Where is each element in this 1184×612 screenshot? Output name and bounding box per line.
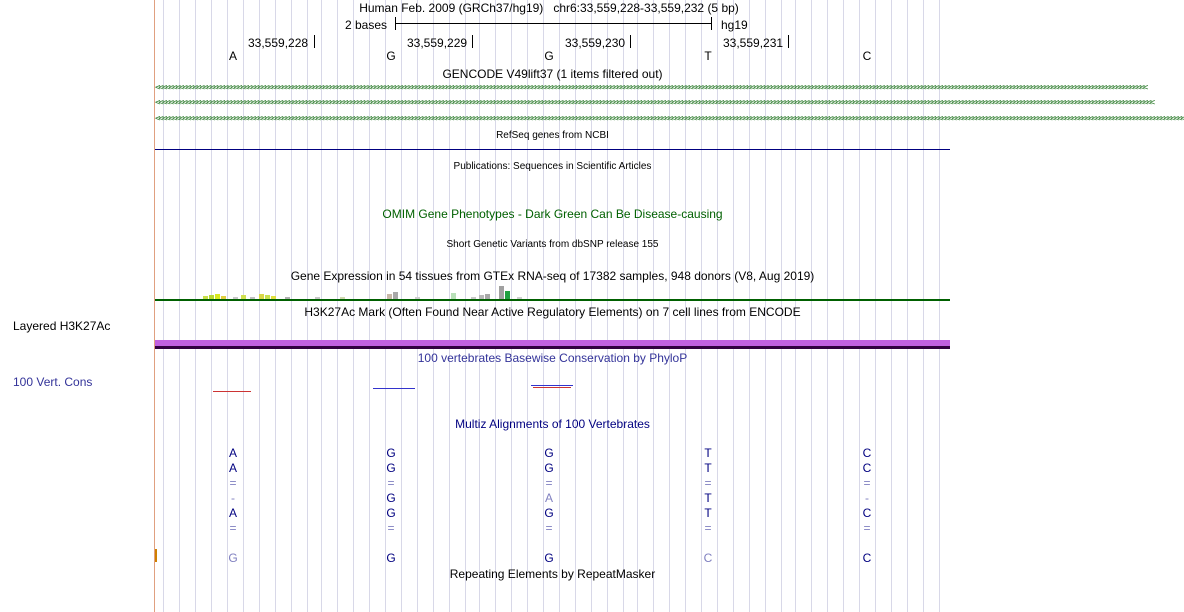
ruler-assembly-position: [349, 1, 749, 15]
track-title-phylop[interactable]: 100 vertebrates Basewise Conservation by PhyloP: [417, 351, 688, 365]
alignment-base-human: C: [862, 446, 872, 460]
alignment-base-mouse: =: [704, 476, 712, 490]
alignment-base-dog: G: [386, 491, 396, 505]
alignment-base-chicken: =: [545, 521, 553, 535]
phylop-value-mark: [531, 385, 573, 386]
phylop-value-mark: [373, 388, 415, 389]
track-title-dbsnp[interactable]: Short Genetic Variants from dbSNP release 155: [446, 239, 659, 250]
alignment-base-chicken: =: [704, 521, 712, 535]
phylop-value-mark: [533, 387, 571, 388]
alignment-base-human: T: [704, 446, 712, 460]
gtex-bar: [499, 286, 504, 299]
label-100-vert-cons[interactable]: 100 Vert. Cons: [13, 375, 93, 389]
gtex-baseline: [155, 299, 950, 301]
ruler-tick: [630, 35, 631, 48]
alignment-base-zebrafish: G: [228, 551, 238, 565]
alignment-base-rhesus: G: [386, 461, 396, 475]
alignment-base-rhesus: C: [862, 461, 872, 475]
data-tracks-pane[interactable]: [155, 0, 1184, 612]
alignment-base-zebrafish: C: [862, 551, 872, 565]
track-title-repeatmasker[interactable]: Repeating Elements by RepeatMasker: [449, 567, 656, 581]
gene-model-linc00336-1[interactable]: <<<<<<<<<<<<<<<<<<<<<<<<<<<<<<<<<<<<<<<<<<<<<<<<<<<<<<<<<<<<<<<<<<<<<<<<<<<<<<<<<<<<<<<<<<<<<<<<<<<<<<<<<<<<<<<<<<<<<<<<<<<<<<<<<<<<<<<<<<<<<<<<<<<<<<<<<<<<<<<<<<<<<<<<<<<<<<<<<<<<<<<<<<<<<<<<<<<<<<<<<<<<<<<<<<<<<<<<<<<<<<<<<<<<<<<<<<<<<<<<<<<<<<<<<<<<<<<<<<<<<<<<<<<<<<<<<<<<<<<<<<<<<<<<<<: [155, 83, 1147, 93]
alignment-base-dog: T: [704, 491, 712, 505]
scale-db-label: hg19: [721, 18, 748, 32]
alignment-base-zebrafish: C: [703, 551, 713, 565]
alignment-base-mouse: =: [387, 476, 395, 490]
track-title-multiz[interactable]: Multiz Alignments of 100 Vertebrates: [455, 417, 650, 431]
gtex-bar: [505, 291, 510, 299]
alignment-base-dog: -: [231, 491, 235, 505]
alignment-base-mouse: =: [545, 476, 553, 490]
alignment-base-zebrafish: G: [386, 551, 396, 565]
alignment-base-human: G: [544, 446, 554, 460]
ref-base-4: T: [704, 49, 712, 63]
ruler-tick: [788, 35, 789, 48]
ruler-tick: [314, 35, 315, 48]
track-title-omim[interactable]: OMIM Gene Phenotypes - Dark Green Can Be Disease-causing: [382, 207, 723, 221]
alignment-base-dog: -: [865, 491, 869, 505]
alignment-base-elephant: G: [544, 506, 554, 520]
ruler-coord-1: 33,559,228: [248, 36, 309, 50]
zebrafish-gap-marker: [155, 549, 157, 562]
alignment-base-elephant: A: [228, 506, 237, 520]
alignment-base-mouse: =: [863, 476, 871, 490]
alignment-base-rhesus: G: [544, 461, 554, 475]
ruler-coord-4: 33,559,231: [723, 36, 784, 50]
alignment-base-rhesus: A: [228, 461, 237, 475]
phylop-value-mark: [213, 391, 251, 392]
alignment-base-zebrafish: G: [544, 551, 554, 565]
scale-bar-line: [395, 23, 711, 24]
alignment-base-human: A: [228, 446, 237, 460]
position-label: chr6:33,559,228-33,559,232 (5 bp): [553, 1, 739, 15]
alignment-base-elephant: C: [862, 506, 872, 520]
scale-bar-right-tick: [711, 17, 712, 30]
track-title-gencode[interactable]: GENCODE V49lift37 (1 items filtered out): [442, 67, 663, 81]
assembly-label: Human Feb. 2009 (GRCh37/hg19): [359, 1, 544, 15]
alignment-base-chicken: =: [229, 521, 237, 535]
label-layered-h3k27ac[interactable]: Layered H3K27Ac: [13, 319, 111, 333]
ruler-coord-2: 33,559,229: [407, 36, 468, 50]
gene-model-linc00336-2[interactable]: <<<<<<<<<<<<<<<<<<<<<<<<<<<<<<<<<<<<<<<<<<<<<<<<<<<<<<<<<<<<<<<<<<<<<<<<<<<<<<<<<<<<<<<<<<<<<<<<<<<<<<<<<<<<<<<<<<<<<<<<<<<<<<<<<<<<<<<<<<<<<<<<<<<<<<<<<<<<<<<<<<<<<<<<<<<<<<<<<<<<<<<<<<<<<<<<<<<<<<<<<<<<<<<<<<<<<<<<<<<<<<<<<<<<<<<<<<<<<<<<<<<<<<<<<<<<<<<<<<<<<<<<<<<<<<<<<<<<<<<<<<<<<<<<<<<<: [155, 98, 1154, 108]
track-title-publications[interactable]: Publications: Sequences in Scientific Articles: [453, 161, 652, 172]
track-title-h3k27ac[interactable]: H3K27Ac Mark (Often Found Near Active Regulatory Elements) on 7 cell lines from ENCODE: [304, 305, 801, 319]
ref-base-5: C: [862, 49, 872, 63]
ref-base-3: G: [544, 49, 554, 63]
scale-bar-text: 2 bases: [345, 18, 388, 32]
h3k27ac-signal-edge: [155, 346, 950, 349]
alignment-base-human: G: [386, 446, 396, 460]
gtex-bar: [393, 292, 398, 299]
gtex-bar-graph[interactable]: [155, 286, 950, 299]
refseq-gene-line[interactable]: [155, 149, 950, 150]
alignment-base-chicken: =: [863, 521, 871, 535]
ruler-coord-3: 33,559,230: [565, 36, 626, 50]
ref-base-2: G: [386, 49, 396, 63]
track-title-gtex[interactable]: Gene Expression in 54 tissues from GTEx RNA-seq of 17382 samples, 948 donors (V8, Aug 2019): [290, 269, 815, 283]
alignment-base-chicken: =: [387, 521, 395, 535]
gene-model-linc00336-3[interactable]: <<<<<<<<<<<<<<<<<<<<<<<<<<<<<<<<<<<<<<<<<<<<<<<<<<<<<<<<<<<<<<<<<<<<<<<<<<<<<<<<<<<<<<<<<<<<<<<<<<<<<<<<<<<<<<<<<<<<<<<<<<<<<<<<<<<<<<<<<<<<<<<<<<<<<<<<<<<<<<<<<<<<<<<<<<<<<<<<<<<<<<<<<<<<<<<<<<<<<<<<<<<<<<<<<<<<<<<<<<<<<<<<<<<<<<<<<<<<<<<<<<<<<<<<<<<<<<<<<<<<<<<<<<<<<<<<<<<<<<<<<<<<<<<<<<<<<<<<<<<<<: [155, 114, 1184, 124]
alignment-base-mouse: =: [229, 476, 237, 490]
track-title-refseq[interactable]: RefSeq genes from NCBI: [496, 130, 609, 141]
alignment-base-elephant: T: [704, 506, 712, 520]
ruler-tick: [472, 35, 473, 48]
ref-base-1: A: [228, 49, 237, 63]
track-labels-pane: [0, 0, 154, 612]
alignment-base-rhesus: T: [704, 461, 712, 475]
alignment-base-dog: A: [544, 491, 553, 505]
alignment-base-elephant: G: [386, 506, 396, 520]
